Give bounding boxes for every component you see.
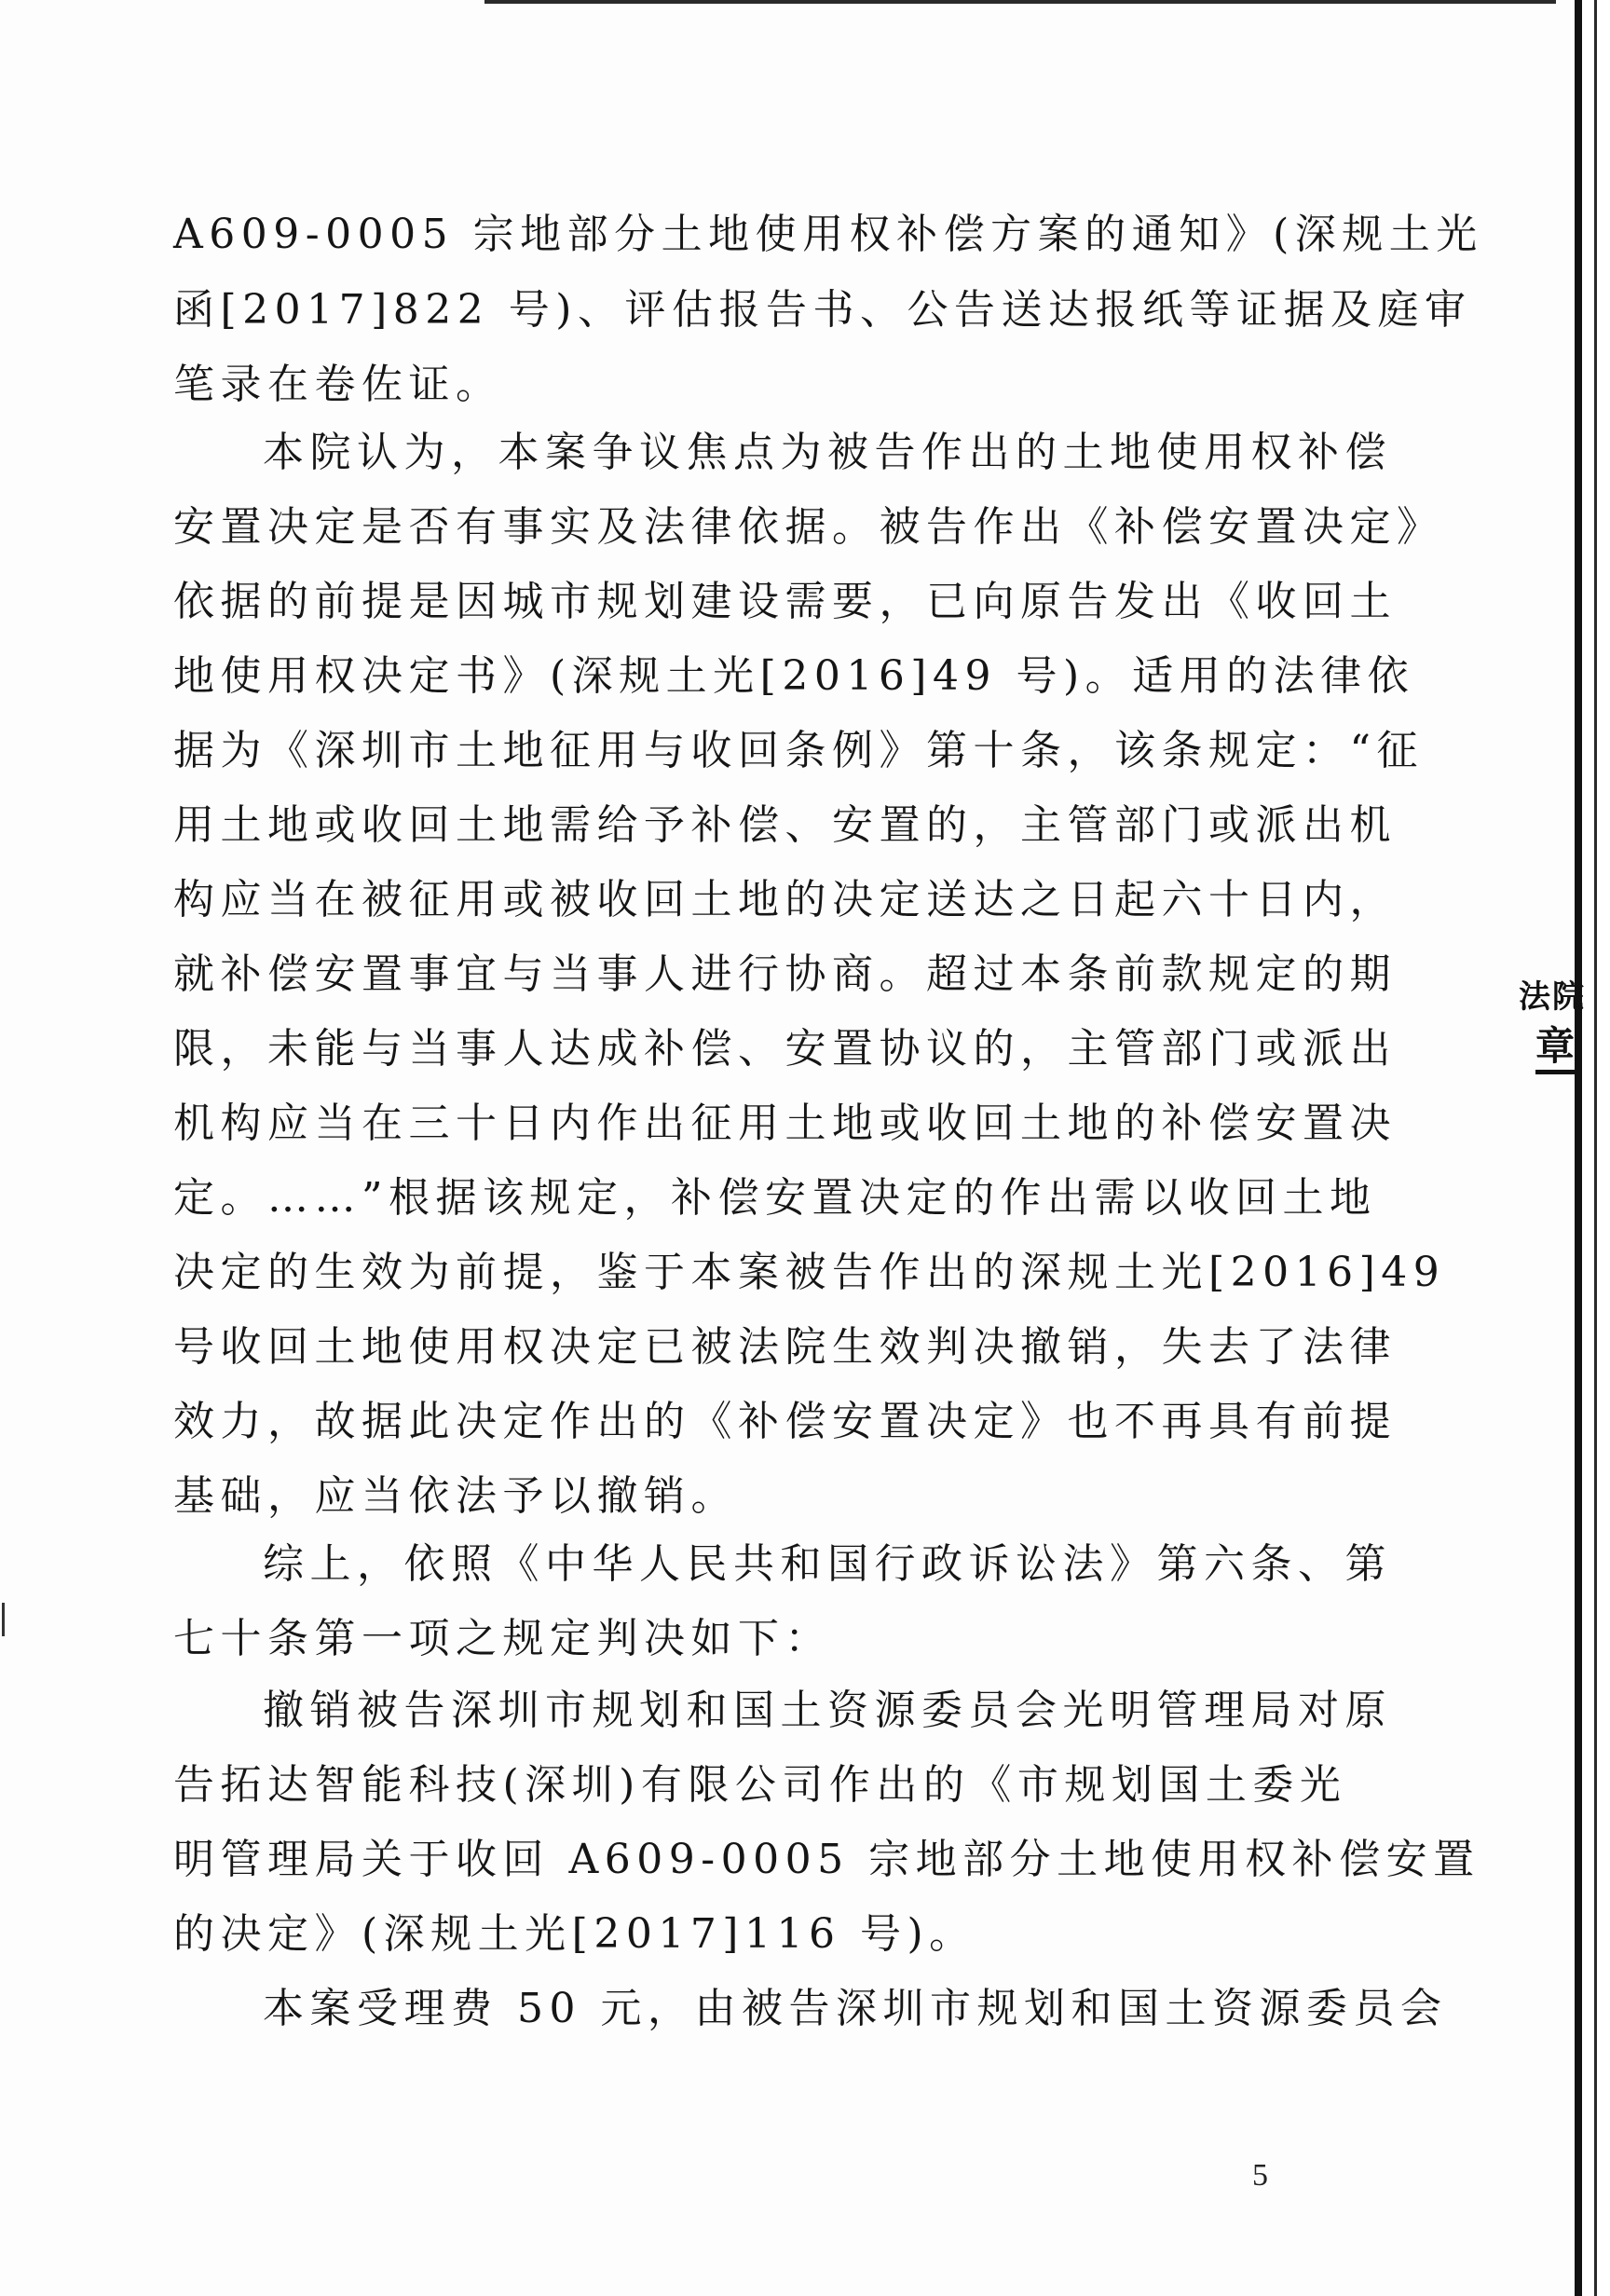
text-line: 函[2017]822 号)、评估报告书、公告送达报纸等证据及庭审 <box>173 286 1472 334</box>
scan-edge-line <box>484 0 1556 4</box>
text-line: 明管理局关于收回 A609-0005 宗地部分土地使用权补偿安置 <box>173 1836 1480 1883</box>
text-line: 七十条第一项之规定判决如下： <box>173 1615 832 1662</box>
text-line: 据为《深圳市土地征用与收回条例》第十条，该条规定：“征 <box>173 727 1424 774</box>
text-line: 地使用权决定书》(深规土光[2016]49 号)。适用的法律依 <box>173 652 1415 700</box>
text-line: 机构应当在三十日内作出征用土地或收回土地的补偿安置决 <box>173 1100 1397 1147</box>
text-line: 号收回土地使用权决定已被法院生效判决撤销，失去了法律 <box>173 1323 1397 1371</box>
paragraph-start-line: 综上，依照《中华人民共和国行政诉讼法》第六条、第 <box>263 1540 1392 1588</box>
paragraph-start-line: 撤销被告深圳市规划和国土资源委员会光明管理局对原 <box>263 1687 1392 1734</box>
text-line: 依据的前提是因城市规划建设需要，已向原告发出《收回土 <box>173 578 1397 625</box>
paragraph-start-line: 本院认为，本案争议焦点为被告作出的土地使用权补偿 <box>263 429 1392 476</box>
text-line: 决定的生效为前提，鉴于本案被告作出的深规土光[2016]49 <box>173 1249 1446 1296</box>
page-number: 5 <box>1252 2158 1268 2193</box>
text-line: 构应当在被征用或被收回土地的决定送达之日起六十日内， <box>173 876 1397 923</box>
seal-text-chapter: 章 <box>1535 1027 1575 1074</box>
paragraph-start-line: 本案受理费 50 元，由被告深圳市规划和国土资源委员会 <box>263 1985 1448 2032</box>
text-line: 用土地或收回土地需给予补偿、安置的，主管部门或派出机 <box>173 801 1397 849</box>
text-line: 就补偿安置事宜与当事人进行协商。超过本条前款规定的期 <box>173 950 1397 998</box>
text-line: 限，未能与当事人达成补偿、安置协议的，主管部门或派出 <box>173 1025 1397 1073</box>
text-line: 定。……”根据该规定，补偿安置决定的作出需以收回土地 <box>173 1174 1377 1222</box>
text-line: 效力，故据此决定作出的《补偿安置决定》也不再具有前提 <box>173 1398 1397 1445</box>
binding-line-thin <box>1594 0 1597 2296</box>
binding-line <box>1575 0 1582 2296</box>
text-line: 笔录在卷佐证。 <box>173 361 503 408</box>
text-line: 告拓达智能科技(深圳)有限公司作出的《市规划国土委光 <box>173 1761 1347 1809</box>
seal-text-court: 法院 <box>1519 978 1586 1016</box>
text-line: 安置决定是否有事实及法律依据。被告作出《补偿安置决定》 <box>173 503 1444 551</box>
court-seal-fragment <box>1519 967 1584 1088</box>
text-line: 基础，应当依法予以撤销。 <box>173 1472 738 1520</box>
scan-mark <box>2 1603 5 1636</box>
text-line: 的决定》(深规土光[2017]116 号)。 <box>173 1910 976 1958</box>
text-line: A609-0005 宗地部分土地使用权补偿方案的通知》(深规土光 <box>173 211 1483 258</box>
